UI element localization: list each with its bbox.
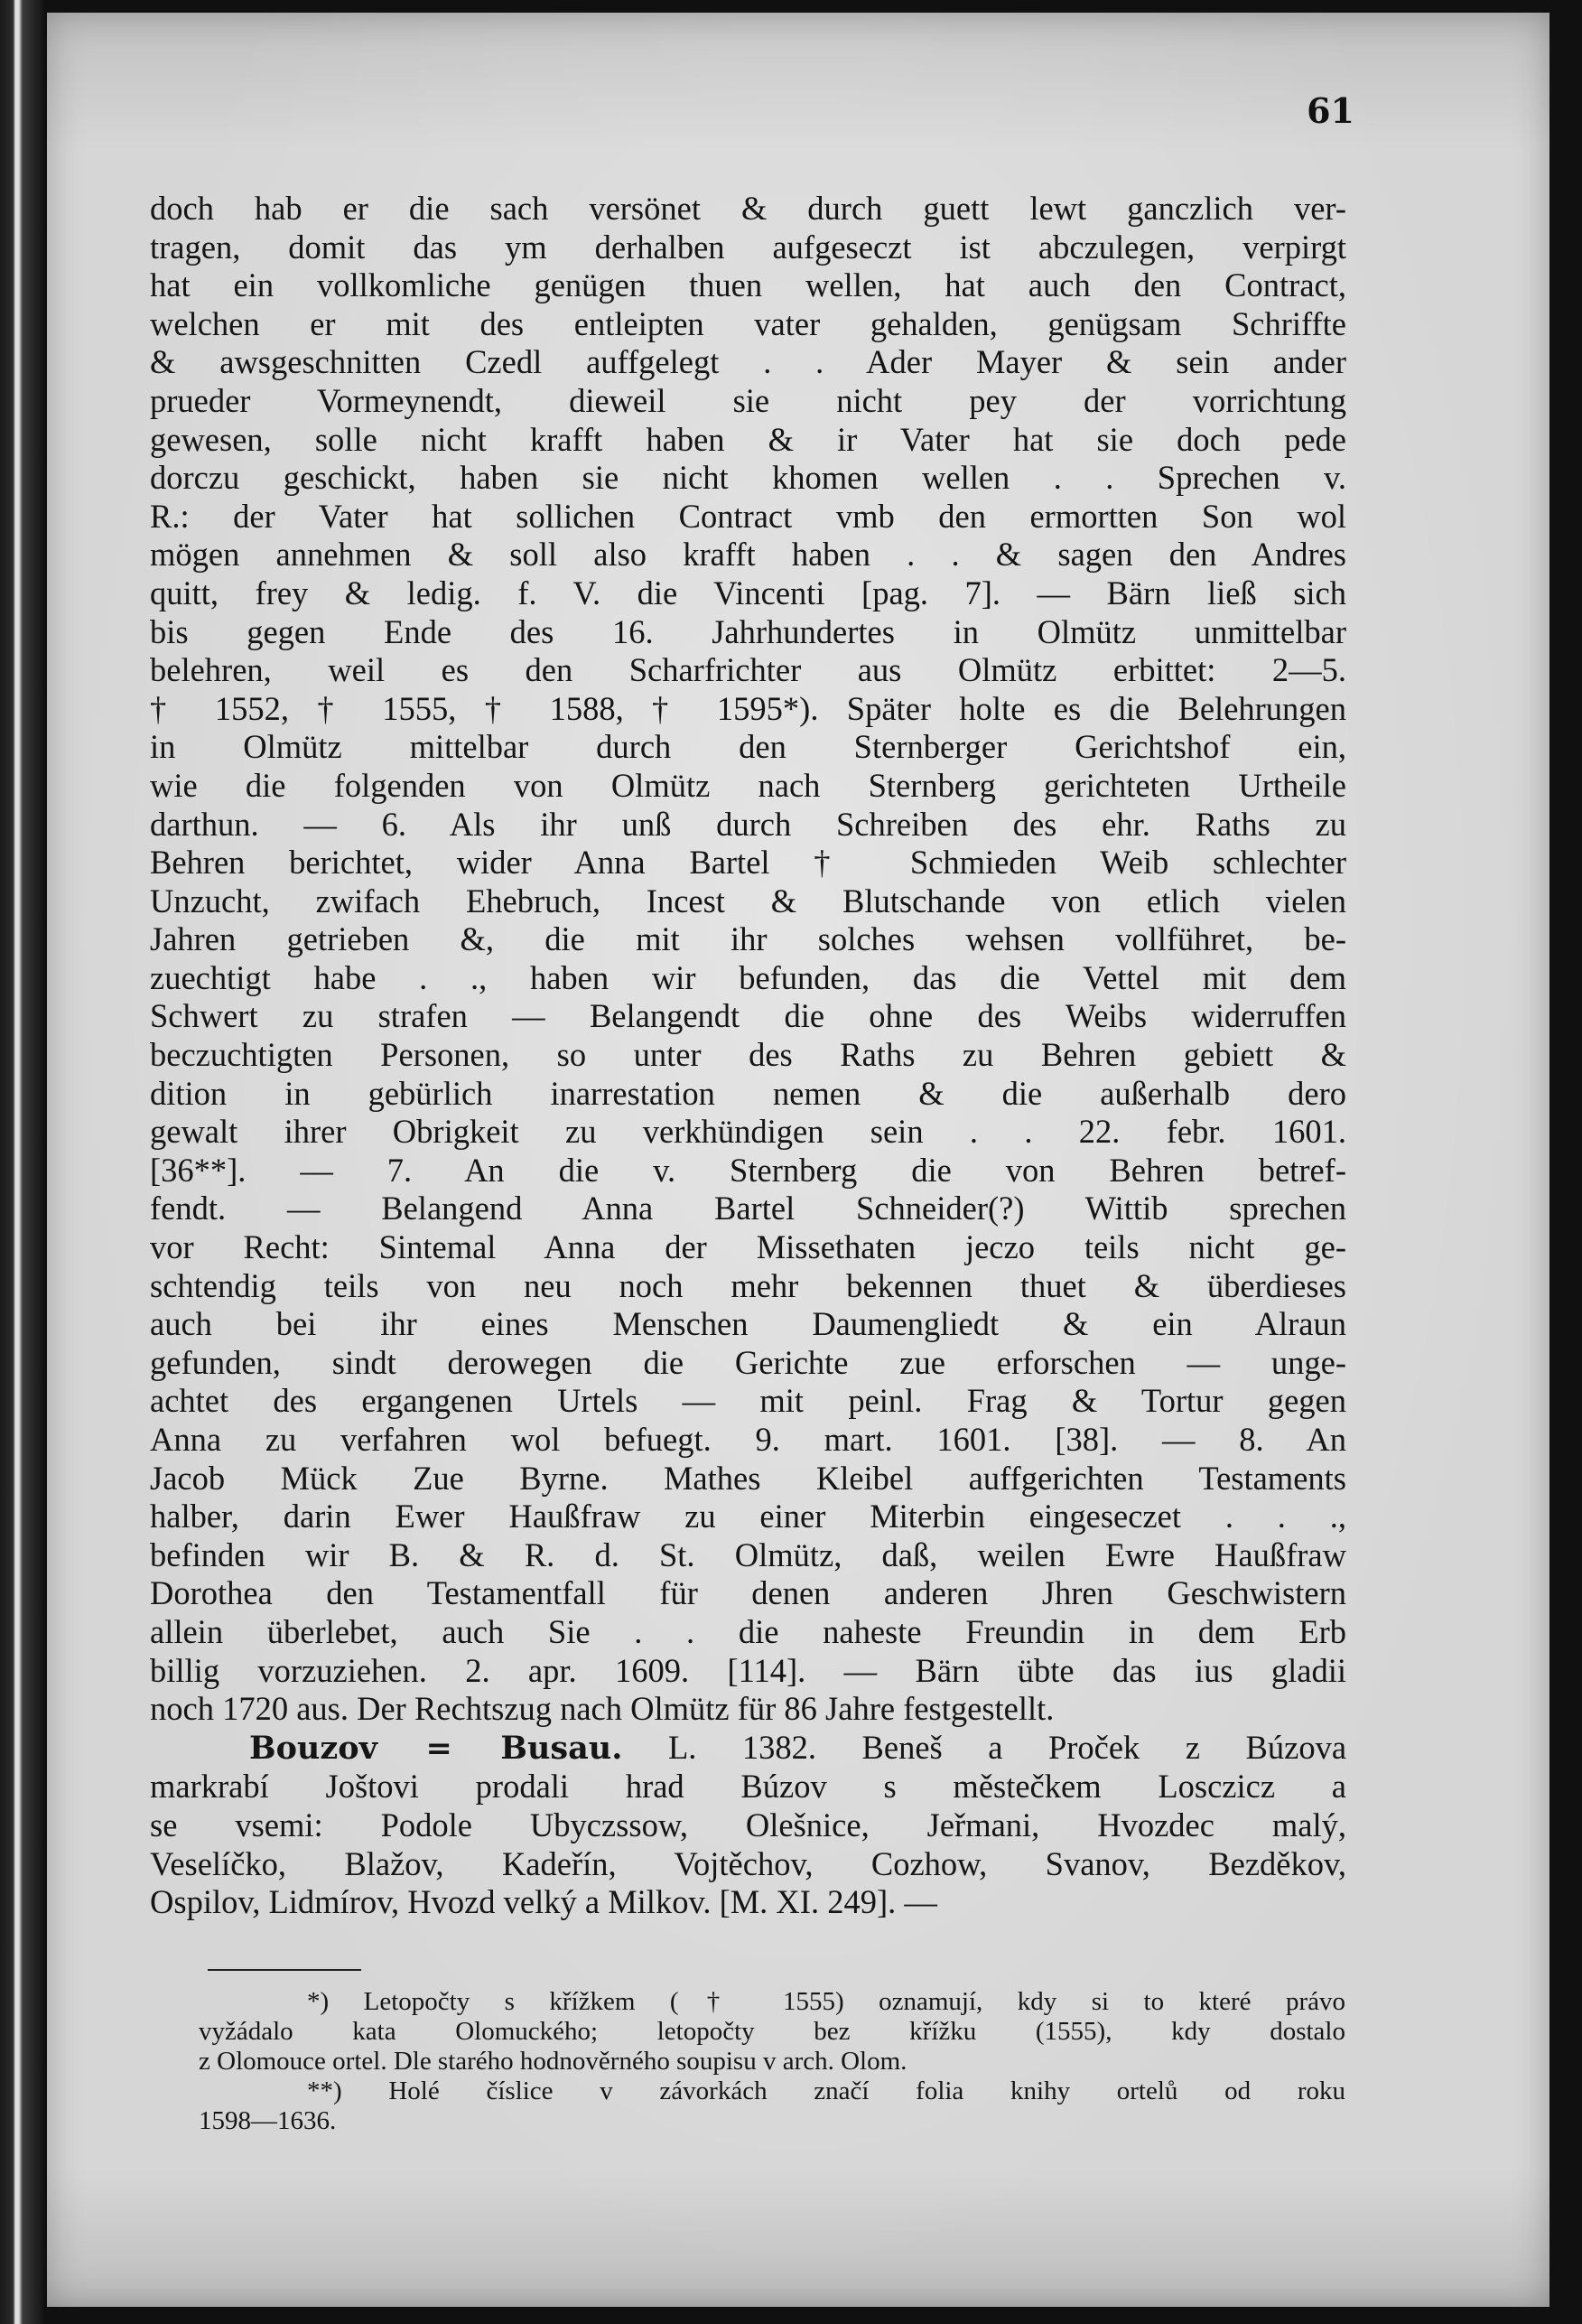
footnote-line: z Olomouce ortel. Dle starého hodnověrného soupisu v arch. Olom. <box>199 2047 907 2076</box>
body-line: Jahren getrieben &, die mit ihr solches wehsen vollführet, be- <box>150 920 1346 958</box>
body-line: gewalt ihrer Obrigkeit zu verkhündigen sein . . 22. febr. 1601. <box>150 1113 1346 1151</box>
body-line: belehren, weil es den Scharfrichter aus Olmütz erbittet: 2—5. <box>150 651 1346 689</box>
body-line: allein überlebet, auch Sie . . die naheste Freundin in dem Erb <box>150 1612 1346 1650</box>
body-line: quitt, frey & ledig. f. V. die Vincenti [pag. 7]. — Bärn ließ sich <box>150 574 1346 611</box>
footnote-line: 1598—1636. <box>199 2106 337 2135</box>
page-number: 61 <box>1307 90 1354 131</box>
main-text <box>150 190 1346 1922</box>
body-line: dition in gebürlich inarrestation nemen & die außerhalb dero <box>150 1074 1346 1112</box>
body-line: billig vorzuziehen. 2. apr. 1609. [114]. — Bärn übte das ius gladii <box>150 1651 1346 1689</box>
entry-line: se vsemi: Podole Ubyczssow, Olešnice, Jeřmani, Hvozdec malý, <box>150 1806 1346 1843</box>
body-line: befinden wir B. & R. d. St. Olmütz, daß, weilen Ewre Haußfraw <box>150 1535 1346 1573</box>
body-line: & awsgeschnitten Czedl auffgelegt . . Ader Mayer & sein ander <box>150 343 1346 381</box>
entry-line: Ospilov, Lidmírov, Hvozd velký a Milkov. [M. XI. 249]. — <box>150 1883 937 1921</box>
body-line: R.: der Vater hat sollichen Contract vmb den ermortten Son wol <box>150 497 1346 535</box>
body-line: darthun. — 6. Als ihr unß durch Schreiben des ehr. Raths zu <box>150 805 1346 843</box>
body-line: in Olmütz mittelbar durch den Sternberger Gerichtshof ein, <box>150 728 1346 766</box>
body-line: prueder Vormeynendt, dieweil sie nicht pey der vorrichtung <box>150 381 1346 419</box>
body-line: tragen, domit das ym derhalben aufgeseczt ist abczulegen, verpirgt <box>150 228 1346 266</box>
body-line: welchen er mit des entleipten vater gehalden, genügsam Schriffte <box>150 304 1346 342</box>
entry-line: markrabí Joštovi prodali hrad Búzov s městečkem Losczicz a <box>150 1768 1346 1806</box>
body-line: auch bei ihr eines Menschen Daumengliedt & ein Alraun <box>150 1305 1346 1343</box>
body-line: Jacob Mück Zue Byrne. Mathes Kleibel auffgerichten Testaments <box>150 1459 1346 1497</box>
body-line: gewesen, solle nicht krafft haben & ir Vater hat sie doch pede <box>150 420 1346 458</box>
body-line: zuechtigt habe . ., haben wir befunden, das die Vettel mit dem <box>150 958 1346 996</box>
footnotes <box>199 1987 1345 2136</box>
body-line: Schwert zu strafen — Belangendt die ohne des Weibs widerruffen <box>150 997 1346 1035</box>
body-line: noch 1720 aus. Der Rechtszug nach Olmütz für 86 Jahre festgestellt. <box>150 1690 1055 1728</box>
body-line: bis gegen Ende des 16. Jahrhundertes in Olmütz unmittelbar <box>150 612 1346 650</box>
body-line: dorczu geschickt, haben sie nicht khomen wellen . . Sprechen v. <box>150 459 1346 497</box>
body-line: Anna zu verfahren wol befuegt. 9. mart. 1601. [38]. — 8. An <box>150 1421 1346 1458</box>
body-line: Behren berichtet, wider Anna Bartel † Schmieden Weib schlechter <box>150 844 1346 882</box>
body-line: beczuchtigten Personen, so unter des Raths zu Behren gebiett & <box>150 1036 1346 1074</box>
entry-heading-rest: L. 1382. Beneš a Proček z Búzova <box>667 1728 1347 1766</box>
entry-headword: Bouzov = Busau. <box>249 1729 623 1767</box>
body-line: Dorothea den Testamentfall für denen anderen Jhren Geschwistern <box>150 1574 1346 1612</box>
footnote-line: *) Letopočty s křížkem († 1555) oznamují, kdy si to které právo <box>307 1987 1345 2016</box>
body-line: gefunden, sindt derowegen die Gerichte zue erforschen — unge- <box>150 1343 1346 1381</box>
body-line: [36**]. — 7. An die v. Sternberg die von Behren betref- <box>150 1151 1346 1189</box>
entry-line: Veselíčko, Blažov, Kadeřín, Vojtěchov, Cozhow, Svanov, Bezděkov, <box>150 1844 1346 1882</box>
body-line: vor Recht: Sintemal Anna der Missethaten jeczo teils nicht ge- <box>150 1228 1346 1266</box>
body-line: hat ein vollkomliche genügen thuen wellen, hat auch den Contract, <box>150 266 1346 304</box>
book-spine-edge <box>0 0 43 2324</box>
body-line: mögen annehmen & soll also krafft haben . . & sagen den Andres <box>150 536 1346 574</box>
body-line: achtet des ergangenen Urtels — mit peinl. Frag & Tortur gegen <box>150 1382 1346 1420</box>
body-line: wie die folgenden von Olmütz nach Sternberg gerichteten Urtheile <box>150 766 1346 804</box>
body-line: fendt. — Belangend Anna Bartel Schneider(?) Wittib sprechen <box>150 1190 1346 1227</box>
footnote-line: vyžádalo kata Olomuckého; letopočty bez křížku (1555), kdy dostalo <box>199 2017 1345 2046</box>
body-line: Unzucht, zwifach Ehebruch, Incest & Blutschande von etlich vielen <box>150 882 1346 919</box>
body-line: schtendig teils von neu noch mehr bekennen thuet & überdieses <box>150 1266 1346 1304</box>
entry-heading-line <box>150 1729 1346 1769</box>
body-line: halber, darin Ewer Haußfraw zu einer Miterbin eingeseczet . . ., <box>150 1498 1346 1535</box>
body-line: doch hab er die sach versönet & durch guett lewt ganczlich ver- <box>150 190 1346 227</box>
footnote-divider <box>208 1969 361 1971</box>
body-line: † 1552, † 1555, † 1588, † 1595*). Später holte es die Belehrungen <box>150 689 1346 727</box>
footnote-line: **) Holé číslice v závorkách značí folia knihy ortelů od roku <box>307 2077 1345 2105</box>
